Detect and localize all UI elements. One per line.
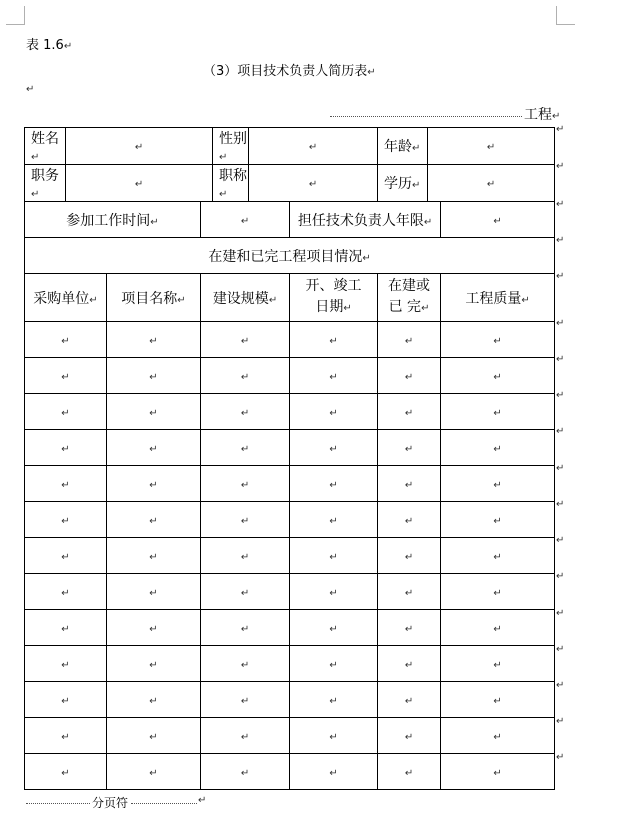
project-cell[interactable] [25, 574, 107, 610]
row-basic-2 [25, 165, 555, 202]
paragraph-mark: ↵ [493, 371, 502, 383]
paragraph-mark: ↵ [367, 67, 376, 78]
project-cell[interactable] [378, 466, 441, 502]
table-row [25, 322, 555, 358]
paragraph-mark: ↵ [404, 659, 414, 671]
project-cell[interactable] [441, 430, 555, 466]
paragraph-mark: ↵ [150, 216, 159, 228]
paragraph-mark: ↵ [268, 294, 278, 306]
paragraph-mark: ↵ [61, 515, 70, 527]
paragraph-mark: ↵ [149, 371, 158, 383]
project-cell[interactable] [290, 574, 378, 610]
paragraph-mark: ↵ [556, 235, 565, 246]
project-cell[interactable] [290, 466, 378, 502]
table-number-text: 表 1.6 [26, 38, 64, 53]
project-cell[interactable] [25, 646, 107, 682]
paragraph-mark: ↵ [240, 407, 250, 419]
paragraph-mark: ↵ [412, 143, 421, 154]
paragraph-mark: ↵ [412, 180, 421, 191]
paragraph-mark: ↵ [423, 216, 433, 228]
project-cell[interactable] [201, 574, 290, 610]
paragraph-mark: ↵ [329, 479, 338, 491]
paragraph-mark: ↵ [343, 303, 352, 314]
paragraph-mark: ↵ [31, 189, 40, 200]
paragraph-mark: ↵ [329, 731, 338, 743]
paragraph-mark: ↵ [556, 752, 565, 763]
project-cell[interactable] [107, 358, 201, 394]
project-cell[interactable] [378, 718, 441, 754]
paragraph-mark: ↵ [198, 795, 207, 806]
project-cell[interactable] [201, 430, 290, 466]
project-cell[interactable] [378, 394, 441, 430]
col-header-dates-line2: 日期 [315, 299, 344, 315]
project-cell[interactable] [201, 394, 290, 430]
table-row [25, 538, 555, 574]
paragraph-mark: ↵ [240, 731, 250, 743]
project-cell[interactable] [441, 646, 555, 682]
paragraph-mark: ↵ [63, 41, 73, 52]
tech-years-label-cell [290, 202, 441, 238]
project-cell[interactable] [290, 646, 378, 682]
project-name-blank [330, 116, 522, 117]
paragraph-mark: ↵ [493, 659, 502, 671]
project-cell[interactable] [290, 682, 378, 718]
work-start-value-cell[interactable] [201, 202, 290, 238]
project-cell[interactable] [25, 466, 107, 502]
paragraph-mark: ↵ [493, 551, 502, 563]
project-cell[interactable] [378, 538, 441, 574]
paragraph-mark: ↵ [31, 152, 40, 163]
paragraph-mark: ↵ [329, 587, 338, 599]
table-number [26, 34, 72, 53]
table-row [25, 610, 555, 646]
project-cell[interactable] [107, 610, 201, 646]
col-header-dates-line1: 开、竣工 [305, 278, 362, 294]
paragraph-mark: ↵ [61, 587, 70, 599]
project-cell[interactable] [378, 646, 441, 682]
resume-table [24, 127, 555, 790]
paragraph-mark: ↵ [61, 623, 70, 635]
paragraph-mark: ↵ [404, 479, 414, 491]
paragraph-mark: ↵ [308, 142, 318, 153]
name-value-cell[interactable] [66, 128, 213, 165]
paragraph-mark: ↵ [89, 294, 98, 306]
project-cell[interactable] [107, 754, 201, 790]
paragraph-mark: ↵ [493, 731, 502, 743]
position-label-cell [25, 165, 66, 202]
row-column-headers [25, 274, 555, 322]
project-cell[interactable] [25, 610, 107, 646]
row-basic-1 [25, 128, 555, 165]
paragraph-mark: ↵ [308, 179, 318, 190]
project-cell[interactable] [290, 610, 378, 646]
paragraph-mark: ↵ [61, 659, 70, 671]
table-row [25, 502, 555, 538]
project-cell[interactable] [441, 466, 555, 502]
page-title-text: （3）项目技术负责人简历表 [203, 64, 368, 79]
paragraph-mark: ↵ [329, 659, 338, 671]
paragraph-mark: ↵ [404, 587, 414, 599]
paragraph-mark: ↵ [329, 443, 338, 455]
project-cell[interactable] [107, 538, 201, 574]
paragraph-mark: ↵ [556, 716, 565, 727]
table-row [25, 754, 555, 790]
project-cell[interactable] [107, 430, 201, 466]
education-label: 学历 [384, 176, 413, 192]
project-rows [25, 322, 555, 790]
paragraph-mark: ↵ [149, 767, 158, 779]
paragraph-mark: ↵ [61, 551, 70, 563]
paragraph-mark: ↵ [61, 371, 70, 383]
paragraph-mark: ↵ [556, 318, 565, 329]
title-label: 职称 [219, 168, 248, 184]
project-cell[interactable] [201, 682, 290, 718]
paragraph-mark: ↵ [134, 179, 144, 190]
project-cell[interactable] [441, 610, 555, 646]
project-cell[interactable] [441, 538, 555, 574]
project-cell[interactable] [378, 754, 441, 790]
col-header-purchaser-text: 采购单位 [33, 290, 90, 307]
project-cell[interactable] [107, 646, 201, 682]
paragraph-mark: ↵ [556, 571, 565, 582]
project-cell[interactable] [107, 682, 201, 718]
project-cell[interactable] [441, 502, 555, 538]
paragraph-mark: ↵ [61, 695, 70, 707]
paragraph-mark: ↵ [362, 252, 371, 264]
paragraph-mark: ↵ [240, 371, 250, 383]
paragraph-mark: ↵ [329, 551, 338, 563]
paragraph-mark: ↵ [149, 407, 158, 419]
col-header-scale-text: 建设规模 [212, 290, 269, 307]
paragraph-mark: ↵ [493, 695, 502, 707]
paragraph-mark: ↵ [26, 84, 35, 95]
project-cell[interactable] [201, 466, 290, 502]
paragraph-mark: ↵ [404, 767, 414, 779]
paragraph-mark: ↵ [240, 587, 250, 599]
project-cell[interactable] [25, 430, 107, 466]
project-cell[interactable] [378, 358, 441, 394]
paragraph-mark: ↵ [240, 659, 250, 671]
project-cell[interactable] [441, 574, 555, 610]
paragraph-mark: ↵ [177, 294, 186, 306]
paragraph-mark: ↵ [486, 142, 496, 153]
paragraph-mark: ↵ [404, 695, 414, 707]
paragraph-mark: ↵ [556, 535, 565, 546]
paragraph-mark: ↵ [329, 695, 338, 707]
paragraph-mark: ↵ [329, 371, 338, 383]
project-cell[interactable] [25, 394, 107, 430]
project-cell[interactable] [441, 394, 555, 430]
project-cell[interactable] [290, 394, 378, 430]
paragraph-mark: ↵ [404, 623, 414, 635]
paragraph-mark: ↵ [219, 152, 228, 163]
paragraph-mark: ↵ [240, 515, 250, 527]
paragraph-mark: ↵ [149, 731, 158, 743]
paragraph-mark: ↵ [493, 767, 502, 779]
name-label: 姓名 [31, 131, 59, 147]
paragraph-mark: ↵ [149, 695, 158, 707]
paragraph-mark: ↵ [556, 390, 565, 401]
paragraph-mark: ↵ [61, 407, 70, 419]
paragraph-mark: ↵ [149, 443, 158, 455]
table-row [25, 682, 555, 718]
gender-label-cell [213, 128, 249, 165]
position-value-cell[interactable] [66, 165, 213, 202]
work-start-label-cell [25, 202, 201, 238]
project-cell[interactable] [290, 430, 378, 466]
tech-years-value-cell[interactable] [441, 202, 555, 238]
paragraph-mark: ↵ [556, 354, 565, 365]
paragraph-mark: ↵ [556, 680, 565, 691]
paragraph-mark: ↵ [61, 479, 70, 491]
project-label-text: 工程 [524, 107, 552, 123]
project-cell[interactable] [290, 502, 378, 538]
paragraph-mark: ↵ [404, 443, 414, 455]
project-cell[interactable] [290, 538, 378, 574]
project-cell[interactable] [290, 718, 378, 754]
project-cell[interactable] [25, 502, 107, 538]
paragraph-mark: ↵ [421, 303, 430, 314]
page-break-line-left [26, 803, 90, 804]
paragraph-mark: ↵ [329, 767, 338, 779]
paragraph-mark: ↵ [240, 443, 250, 455]
project-cell[interactable] [107, 502, 201, 538]
table-row [25, 358, 555, 394]
project-cell[interactable] [107, 574, 201, 610]
paragraph-mark: ↵ [556, 426, 565, 437]
paragraph-mark: ↵ [493, 407, 502, 419]
paragraph-mark: ↵ [404, 371, 414, 383]
project-cell[interactable] [378, 574, 441, 610]
table-row [25, 466, 555, 502]
project-cell[interactable] [290, 322, 378, 358]
age-value-cell[interactable] [428, 128, 555, 165]
paragraph-mark: ↵ [149, 479, 158, 491]
project-cell[interactable] [107, 466, 201, 502]
project-cell[interactable] [25, 718, 107, 754]
tech-years-label: 担任技术负责人年限 [297, 212, 424, 229]
col-header-status [378, 274, 441, 322]
education-value-cell[interactable] [428, 165, 555, 202]
paragraph-mark: ↵ [556, 124, 565, 135]
row-work-info [25, 202, 555, 238]
paragraph-mark: ↵ [219, 189, 228, 200]
col-header-quality-text: 工程质量 [465, 290, 522, 307]
paragraph-mark: ↵ [149, 659, 158, 671]
paragraph-mark: ↵ [404, 551, 414, 563]
name-label-cell [25, 128, 66, 165]
table-row [25, 430, 555, 466]
paragraph-mark: ↵ [240, 767, 250, 779]
project-cell[interactable] [201, 610, 290, 646]
corner-mark-top-right [556, 6, 575, 25]
project-cell[interactable] [201, 538, 290, 574]
paragraph-mark: ↵ [493, 479, 502, 491]
project-cell[interactable] [25, 358, 107, 394]
project-cell[interactable] [378, 610, 441, 646]
paragraph-mark: ↵ [556, 161, 565, 172]
paragraph-mark: ↵ [552, 111, 561, 122]
paragraph-mark: ↵ [556, 271, 565, 282]
paragraph-mark: ↵ [493, 623, 502, 635]
col-header-scale [201, 274, 290, 322]
paragraph-mark: ↵ [556, 463, 565, 474]
paragraph-mark: ↵ [61, 767, 70, 779]
project-cell[interactable] [25, 322, 107, 358]
project-cell[interactable] [107, 322, 201, 358]
project-cell[interactable] [201, 502, 290, 538]
project-cell[interactable] [25, 754, 107, 790]
project-cell[interactable] [201, 718, 290, 754]
col-header-purchaser [25, 274, 107, 322]
paragraph-mark: ↵ [493, 587, 502, 599]
project-cell[interactable] [378, 322, 441, 358]
paragraph-mark: ↵ [486, 179, 496, 190]
project-cell[interactable] [441, 358, 555, 394]
paragraph-mark: ↵ [149, 587, 158, 599]
gender-value-cell[interactable] [249, 128, 378, 165]
project-cell[interactable] [441, 754, 555, 790]
paragraph-mark: ↵ [240, 479, 250, 491]
corner-mark-top-left [6, 6, 25, 25]
paragraph-mark: ↵ [149, 623, 158, 635]
title-value-cell[interactable] [249, 165, 378, 202]
paragraph-mark: ↵ [556, 499, 565, 510]
project-label [524, 104, 560, 124]
project-cell[interactable] [378, 430, 441, 466]
paragraph-mark: ↵ [240, 335, 250, 347]
paragraph-mark: ↵ [493, 443, 502, 455]
paragraph-mark: ↵ [240, 215, 250, 227]
section-title-cell [25, 238, 555, 274]
project-cell[interactable] [378, 682, 441, 718]
table-row [25, 646, 555, 682]
project-cell[interactable] [441, 718, 555, 754]
table-row [25, 574, 555, 610]
project-cell[interactable] [201, 646, 290, 682]
age-label: 年龄 [384, 139, 413, 155]
paragraph-mark: ↵ [134, 142, 144, 153]
paragraph-mark: ↵ [240, 551, 250, 563]
work-start-label: 参加工作时间 [66, 212, 151, 229]
paragraph-mark: ↵ [329, 515, 338, 527]
paragraph-mark: ↵ [404, 407, 414, 419]
paragraph-mark: ↵ [404, 335, 414, 347]
project-cell[interactable] [25, 682, 107, 718]
project-cell[interactable] [290, 358, 378, 394]
position-label: 职务 [31, 168, 59, 184]
col-header-dates [290, 274, 378, 322]
project-cell[interactable] [201, 358, 290, 394]
table-row [25, 718, 555, 754]
project-cell[interactable] [378, 502, 441, 538]
paragraph-mark: ↵ [61, 731, 70, 743]
paragraph-mark: ↵ [149, 515, 158, 527]
col-header-quality [441, 274, 555, 322]
paragraph-mark: ↵ [493, 515, 502, 527]
paragraph-mark: ↵ [404, 731, 414, 743]
gender-label: 性别 [219, 131, 248, 147]
paragraph-mark: ↵ [493, 335, 502, 347]
paragraph-mark: ↵ [149, 335, 158, 347]
paragraph-mark: ↵ [329, 407, 338, 419]
paragraph-mark: ↵ [329, 335, 338, 347]
title-label-cell [213, 165, 249, 202]
project-cell[interactable] [441, 682, 555, 718]
page-title [203, 60, 376, 79]
paragraph-mark: ↵ [493, 215, 502, 227]
section-title: 在建和已完工程项目情况 [208, 248, 363, 265]
education-label-cell [378, 165, 428, 202]
paragraph-mark: ↵ [556, 199, 565, 210]
paragraph-mark: ↵ [240, 623, 250, 635]
project-cell[interactable] [107, 394, 201, 430]
project-cell[interactable] [107, 718, 201, 754]
page-break-label: 分页符 [92, 796, 129, 810]
page-break-line-right [131, 803, 197, 804]
row-section-title [25, 238, 555, 274]
paragraph-mark: ↵ [521, 294, 530, 306]
project-cell[interactable] [290, 754, 378, 790]
paragraph-mark: ↵ [149, 551, 158, 563]
col-header-project-name [107, 274, 201, 322]
paragraph-mark: ↵ [556, 608, 565, 619]
table-row [25, 394, 555, 430]
col-header-status-line1: 在建或 [388, 278, 431, 294]
project-cell[interactable] [201, 754, 290, 790]
paragraph-mark: ↵ [404, 515, 414, 527]
paragraph-mark: ↵ [61, 335, 70, 347]
col-header-project-name-text: 项目名称 [121, 290, 178, 307]
project-cell[interactable] [201, 322, 290, 358]
col-header-status-line2: 已 完 [388, 299, 422, 315]
paragraph-mark: ↵ [329, 623, 338, 635]
paragraph-mark: ↵ [556, 644, 565, 655]
project-cell[interactable] [441, 322, 555, 358]
project-cell[interactable] [25, 538, 107, 574]
paragraph-mark: ↵ [240, 695, 250, 707]
paragraph-mark: ↵ [61, 443, 70, 455]
age-label-cell [378, 128, 428, 165]
